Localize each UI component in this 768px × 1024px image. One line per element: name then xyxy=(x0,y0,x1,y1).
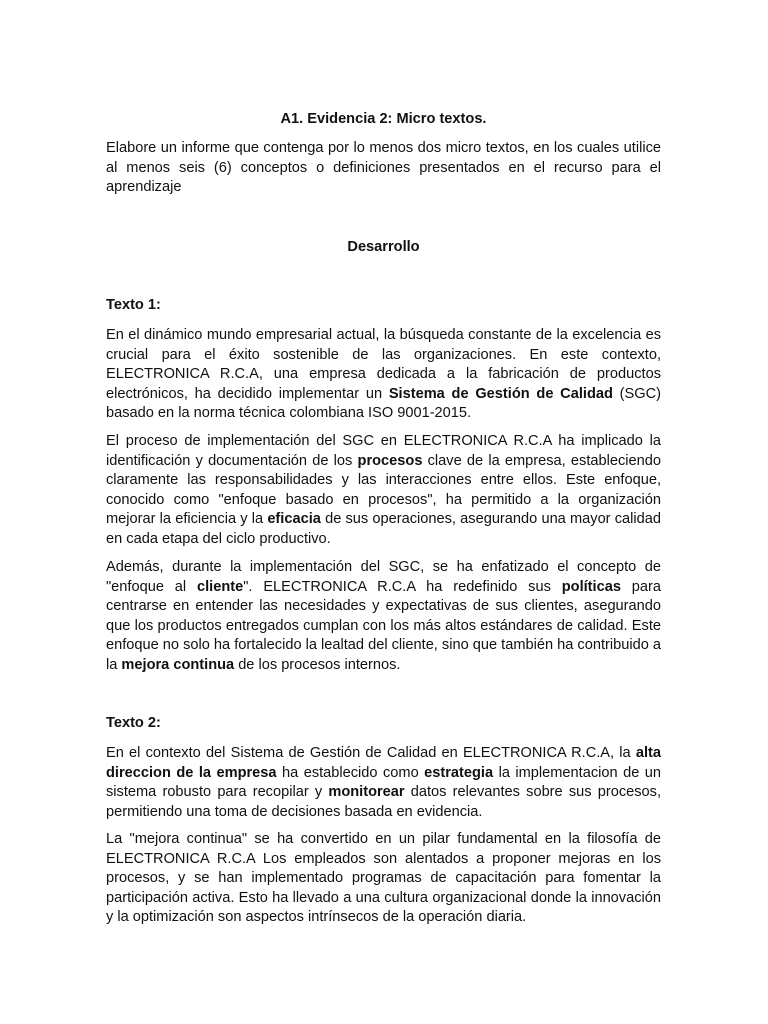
texto2-paragraph-1: En el contexto del Sistema de Gestión de Calidad en ELECTRONICA R.C.A, la alta direccion de la empresa ha establecido como estrategia la implementacion de un sistema robusto para recopilar y monitorear datos relevantes sobre sus procesos, permitiendo una toma de decisiones basada en evidencia. xyxy=(106,745,662,820)
texto2-heading: Texto 2: xyxy=(106,715,161,731)
concept-term: eficacia xyxy=(267,511,321,527)
intro-paragraph: Elabore un informe que contenga por lo menos dos micro textos, en los cuales utilice al menos seis (6) conceptos o definiciones presentados en el recurso para el aprendizaje xyxy=(106,140,661,195)
concept-term: alta direccion de la empresa xyxy=(106,745,661,781)
concept-term: políticas xyxy=(561,578,621,595)
concept-term: monitorear xyxy=(328,784,405,800)
concept-term: Sistema de Gestión de Calidad xyxy=(388,385,613,402)
concept-term: cliente xyxy=(197,578,244,595)
texto1-paragraph-1: En el dinámico mundo empresarial actual, la búsqueda constante de la excelencia es crucial para el éxito sostenible de las organizaciones. En este contexto, ELECTRONICA R.C.A, una empresa dedicada a la fabricación de productos electrónicos, ha decidido implementar un Sistema de Gestión de Calidad (SGC) basado en la norma técnica colombiana ISO 9001-2015. xyxy=(106,327,662,421)
document-title: A1. Evidencia 2: Micro textos. xyxy=(280,111,487,127)
texto1-paragraph-2: El proceso de implementación del SGC en ELECTRONICA R.C.A ha implicado la identificación y documentación de los procesos clave de la empresa, estableciendo claramente las responsabilidades y las interacciones entre ellos. Este enfoque, conocido como "enfoque basado en procesos", ha permitido a la organización mejorar la eficiencia y la eficacia de sus operaciones, asegurando una mayor calidad en cada etapa del ciclo productivo. xyxy=(106,433,661,547)
section-title: Desarrollo xyxy=(347,239,420,255)
concept-term: mejora continua xyxy=(121,656,235,673)
texto2-paragraph-2: La "mejora continua" se ha convertido en un pilar fundamental en la filosofía de ELECTRONICA R.C.A Los empleados son alentados a proponer mejoras en los procesos, y se han implementado programas de capacitación para fomentar la participación activa. Esto ha llevado a una cultura organizacional donde la innovación y la optimización son aspectos intrínsecos de la operación diaria. xyxy=(106,831,661,925)
texto1-paragraph-3: Además, durante la implementación del SGC, se ha enfatizado el concepto de "enfoque al cliente". ELECTRONICA R.C.A ha redefinido sus políticas para centrarse en entender las necesidades y expectativas de sus clientes, asegurando que los productos entregados cumplan con los más altos estándares de calidad. Este enfoque no solo ha fortalecido la lealtad del cliente, sino que también ha contribuido a la mejora continua de los procesos internos. xyxy=(106,559,661,673)
concept-term: procesos xyxy=(357,452,423,469)
concept-term: estrategia xyxy=(424,764,494,781)
texto1-heading: Texto 1: xyxy=(106,297,161,313)
